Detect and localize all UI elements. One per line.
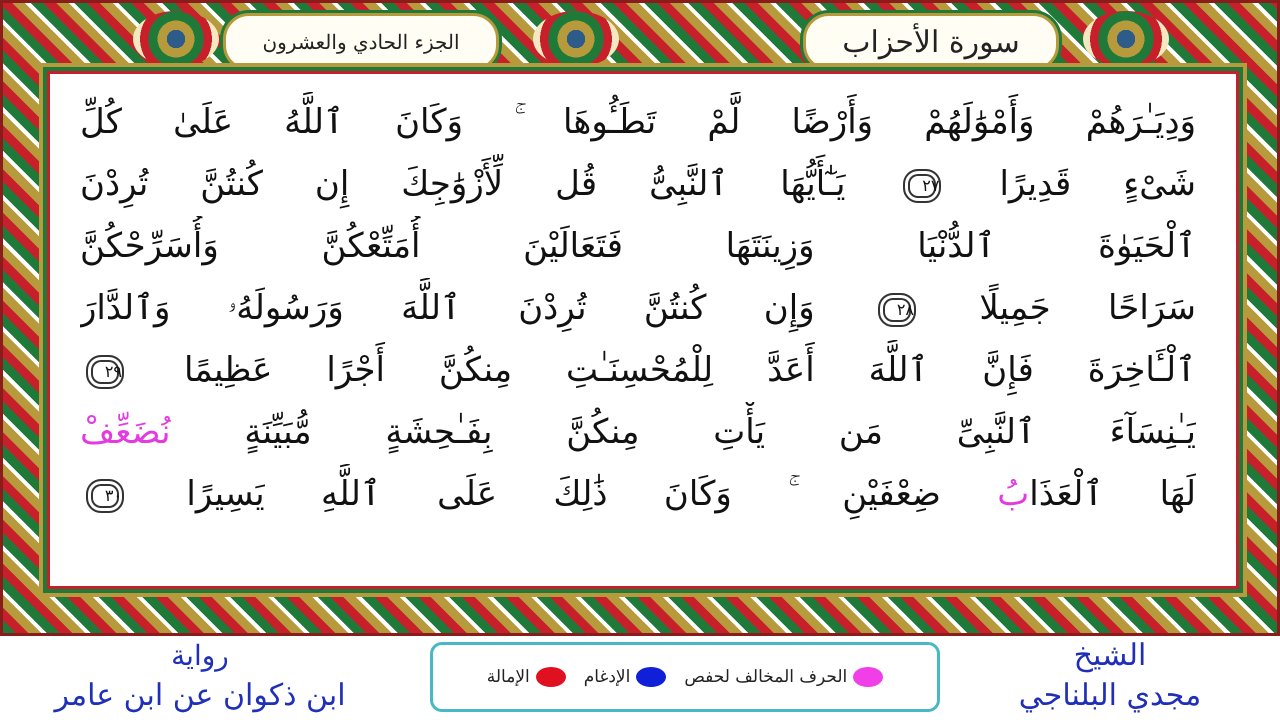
pink-dot-icon [853, 667, 883, 687]
narration-text: ابن ذكوان عن ابن عامر [54, 678, 346, 713]
quran-text [60, 82, 1216, 570]
text-line-5: ٱلْـَٔاخِرَةَ فَإِنَّ ٱللَّهَ أَعَدَّ لِلْمُحْسِنَـٰتِ مِنكُنَّ أَجْرًا عَظِيمًا ٢٩ [80, 340, 1196, 400]
legend-label: الإمالة [486, 667, 530, 687]
legend-item-idgham [584, 667, 667, 687]
sheikh-title: الشيخ [1073, 638, 1147, 673]
header-ornament-center [533, 11, 619, 67]
surah-title: سورة الأحزاب [803, 13, 1059, 71]
blue-dot-icon [636, 667, 666, 687]
legend-label: الحرف المخالف لحفص [684, 667, 848, 687]
legend-item-different-letter [684, 667, 883, 687]
ayah-marker-29: ٢٩ [86, 355, 124, 389]
ayah-marker-28: ٢٨ [878, 293, 916, 327]
highlight-letter: بُ [997, 474, 1030, 514]
legend-label: الإدغام [583, 667, 631, 687]
legend-item-imala [487, 667, 566, 687]
sheikh-name: مجدي البلناجي [1018, 678, 1202, 713]
text-line-2: شَىْءٍ قَدِيرًا ٢٧ يَـٰٓأَيُّهَا ٱلنَّبِىُّ قُل لِّأَزْوَٰجِكَ إِن كُنتُنَّ تُرِدْنَ [80, 164, 1196, 204]
bottom-bar [0, 636, 1280, 720]
narration-block [20, 636, 380, 716]
text-line-1: وَدِيَـٰرَهُمْ وَأَمْوَٰلَهُمْ وَأَرْضًا لَّمْ تَطَـُٔوهَا ۚ وَكَانَ ٱللَّهُ عَلَىٰ كُلِّ [80, 102, 1196, 142]
sheikh-block [980, 636, 1240, 716]
highlight-word: نُضَعِّفْ [80, 412, 171, 452]
text-line-4: سَرَاحًا جَمِيلًا ٢٨ وَإِن كُنتُنَّ تُرِدْنَ ٱللَّهَ وَرَسُولَهُۥ وَٱلدَّارَ [80, 288, 1196, 328]
red-dot-icon [536, 667, 566, 687]
narration-title: رواية [171, 639, 229, 672]
text-line-7: لَهَا ٱلْعَذَابُ ضِعْفَيْنِ ۚ وَكَانَ ذَٰلِكَ عَلَى ٱللَّهِ يَسِيرًا ٣٠ [80, 464, 1196, 524]
ayah-marker-30: ٣٠ [86, 479, 124, 513]
ayah-marker-27: ٢٧ [903, 169, 941, 203]
header-ornament-left [133, 11, 219, 67]
juz-title: الجزء الحادي والعشرون [223, 13, 499, 71]
text-line-6: يَـٰنِسَآءَ ٱلنَّبِىِّ مَن يَأْتِ مِنكُنَّ بِفَـٰحِشَةٍ مُّبَيِّنَةٍ نُضَعِّفْ [80, 412, 1196, 452]
header-ornament-right [1083, 11, 1169, 67]
text-line-3: ٱلْحَيَوٰةَ ٱلدُّنْيَا وَزِينَتَهَا فَتَعَالَيْنَ أُمَتِّعْكُنَّ وَأُسَرِّحْكُنَّ [80, 226, 1196, 266]
color-legend [430, 642, 940, 712]
